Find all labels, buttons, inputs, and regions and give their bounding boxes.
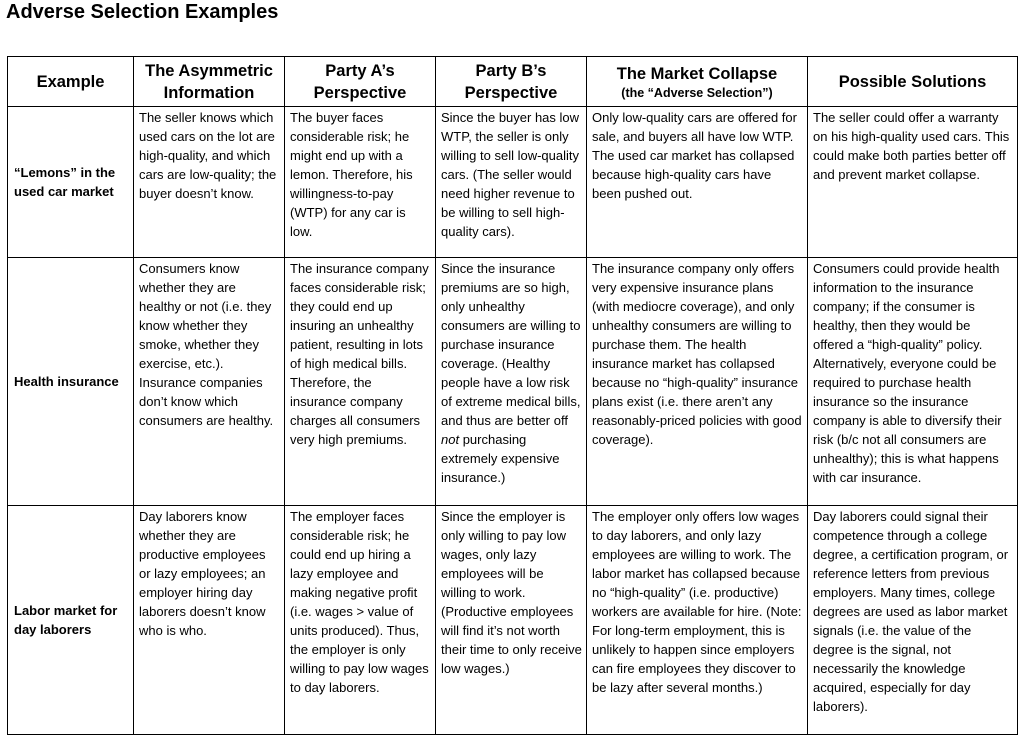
cell-solutions: Day laborers could signal their competence through a college degree, a certification program, or reference letters from previous employers. Many times, college degrees are used as labor market signals (i.e. the value of the degree is the signal, not necessarily the knowledge acquired, especially for day laborers). — [808, 506, 1018, 735]
cell-text: Since the insurance premiums are so high, only unhealthy consumers are willing to purchase insurance coverage. (Healthy people have a low risk of extreme medical bills, and thus are better off — [441, 261, 581, 428]
cell-solutions: The seller could offer a warranty on his high-quality used cars. This could make both parties better off and prevent market collapse. — [808, 107, 1018, 258]
emphasis-text: not — [441, 432, 460, 447]
header-party-b: Party B’s Perspective — [436, 57, 587, 107]
row-example: “Lemons” in the used car market — [8, 107, 134, 258]
header-asymmetric-information: The Asymmetric Information — [134, 57, 285, 107]
cell-market-collapse: Only low-quality cars are offered for sale, and buyers all have low WTP. The used car market has collapsed because high-quality cars have been pushed out. — [587, 107, 808, 258]
header-party-a: Party A’s Perspective — [285, 57, 436, 107]
header-row — [8, 57, 1018, 107]
header-example: Example — [8, 57, 134, 107]
header-market-collapse — [587, 57, 808, 107]
header-market-collapse-subtitle: (the “Adverse Selection”) — [621, 85, 773, 100]
cell-asymmetric: Day laborers know whether they are productive employees or lazy employees; an employer hiring day laborers doesn’t know who is who. — [134, 506, 285, 735]
row-example: Labor market for day laborers — [8, 506, 134, 735]
cell-market-collapse: The employer only offers low wages to day laborers, and only lazy employees are willing to work. The labor market has collapsed because no “high-quality” (i.e. productive) workers are available for hire. (Note: For long-term employment, this is unlikely to happen since employers can fire employees they discover to be lazy after several months.) — [587, 506, 808, 735]
cell-asymmetric: The seller knows which used cars on the lot are high-quality, and which cars are low-quality; the buyer doesn’t know. — [134, 107, 285, 258]
table-row — [8, 107, 1018, 258]
cell-party-b: Since the buyer has low WTP, the seller is only willing to sell low-quality cars. (The seller would need higher revenue to be willing to sell high-quality cars). — [436, 107, 587, 258]
row-example: Health insurance — [8, 258, 134, 506]
page-title: Adverse Selection Examples — [6, 1, 279, 23]
header-possible-solutions: Possible Solutions — [808, 57, 1018, 107]
adverse-selection-table — [7, 56, 1018, 735]
cell-asymmetric: Consumers know whether they are healthy or not (i.e. they know whether they smoke, whether they exercise, etc.). Insurance companies don’t know which consumers are healthy. — [134, 258, 285, 506]
cell-solutions: Consumers could provide health information to the insurance company; if the consumer is healthy, then they would be offered a “high-quality” policy. Alternatively, everyone could be required to purchase health insurance so the insurance company is able to diversify their risk (b/c not all consumers are unhealthy); this is what happens with car insurance. — [808, 258, 1018, 506]
cell-party-a: The employer faces considerable risk; he could end up hiring a lazy employee and making negative profit (i.e. wages > value of units produced). Thus, the employer is only willing to pay low wages to day laborers. — [285, 506, 436, 735]
cell-party-a: The insurance company faces considerable risk; they could end up insuring an unhealthy patient, resulting in lots of high medical bills. Therefore, the insurance company charges all consumers very high premiums. — [285, 258, 436, 506]
header-market-collapse-title: The Market Collapse — [616, 64, 778, 83]
cell-party-a: The buyer faces considerable risk; he might end up with a lemon. Therefore, his willingness-to-pay (WTP) for any car is low. — [285, 107, 436, 258]
cell-party-b: Since the employer is only willing to pay low wages, only lazy employees will be willing to work. (Productive employees will find it’s not worth their time to only receive low wages.) — [436, 506, 587, 735]
table-row — [8, 506, 1018, 735]
table-row — [8, 258, 1018, 506]
cell-text: purchasing extremely expensive insurance.) — [441, 432, 560, 485]
cell-party-b — [436, 258, 587, 506]
cell-market-collapse: The insurance company only offers very expensive insurance plans (with mediocre coverage), and only unhealthy consumers are willing to purchase them. The health insurance market has collapsed because no “high-quality” insurance plans exist (i.e. there aren’t any reasonably-priced policies with good coverage). — [587, 258, 808, 506]
